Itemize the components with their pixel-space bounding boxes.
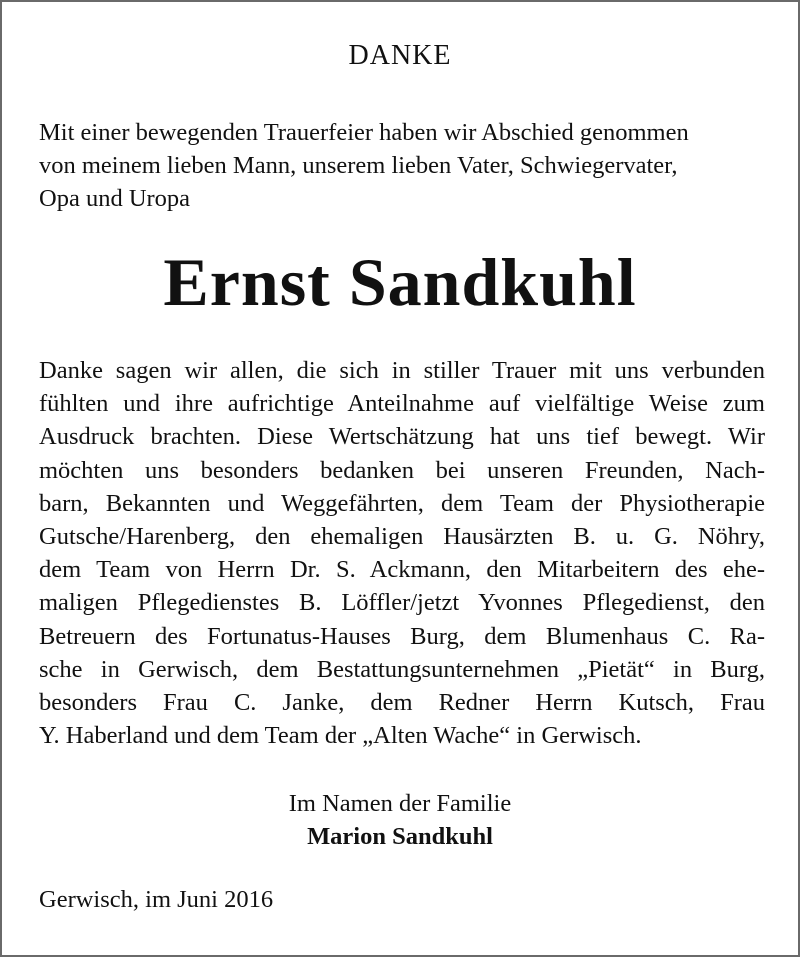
body-line: Gutsche/Harenberg, den ehemaligen Hausärzten B. u. G. Nöhry,	[39, 523, 765, 551]
body-line: barn, Bekannten und Weggefährten, dem Team der Physiotherapie	[39, 489, 765, 517]
deceased-name: Ernst Sandkuhl	[163, 244, 637, 320]
body-line: Ausdruck brachten. Diese Wertschätzung hat uns tief bewegt. Wir	[39, 423, 765, 451]
place-date: Gerwisch, im Juni 2016	[39, 886, 274, 913]
body-line: besonders Frau C. Janke, dem Redner Herrn Kutsch, Frau	[39, 689, 765, 717]
body-line: Y. Haberland und dem Team der „Alten Wache“ in Gerwisch.	[39, 722, 642, 750]
body-line: fühlten und ihre aufrichtige Anteilnahme auf vielfältige Weise zum	[39, 390, 765, 418]
notice-heading: DANKE	[348, 40, 452, 71]
signature-intro: Im Namen der Familie	[288, 790, 512, 817]
body-line: Betreuern des Fortunatus-Hauses Burg, dem Blumenhaus C. Ra-	[39, 622, 765, 650]
intro-line: Mit einer bewegenden Trauerfeier haben wir Abschied genommen	[39, 119, 689, 146]
body-line: maligen Pflegedienstes B. Löffler/jetzt Yvonnes Pflegedienst, den	[39, 589, 765, 617]
intro-line: Opa und Uropa	[39, 185, 191, 212]
intro-line: von meinem lieben Mann, unserem lieben Vater, Schwiegervater,	[39, 152, 678, 179]
body-line: sche in Gerwisch, dem Bestattungsunternehmen „Pietät“ in Burg,	[39, 655, 765, 683]
signature-name: Marion Sandkuhl	[307, 823, 493, 850]
body-line: dem Team von Herrn Dr. S. Ackmann, den Mitarbeitern des ehe-	[39, 556, 765, 584]
intro-paragraph	[39, 116, 765, 215]
body-line: Danke sagen wir allen, die sich in stiller Trauer mit uns verbunden	[39, 357, 765, 384]
body-line: möchten uns besonders bedanken bei unseren Freunden, Nach-	[39, 456, 765, 484]
thanks-paragraph	[39, 354, 765, 752]
